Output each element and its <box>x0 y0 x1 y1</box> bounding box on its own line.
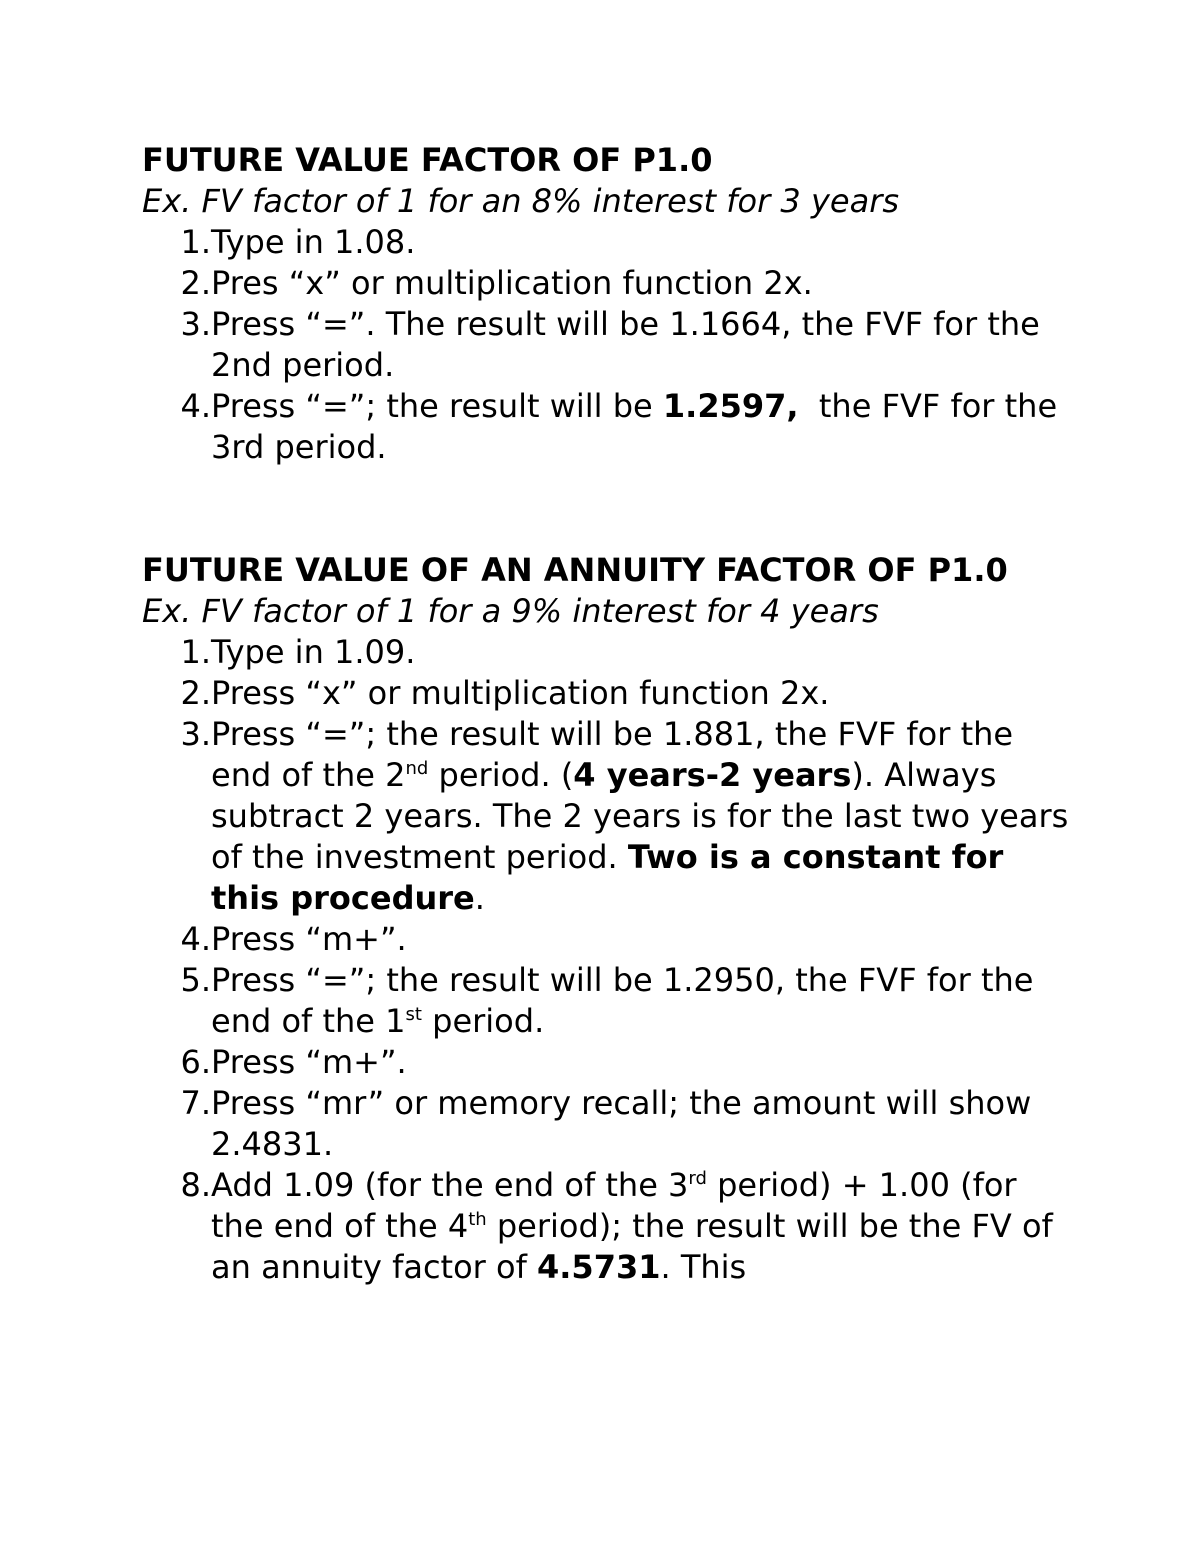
list-item <box>142 960 1072 1042</box>
step-text: Pres “x” or multiplication function 2x. <box>211 264 813 302</box>
list-item <box>142 632 1072 673</box>
fvf-result-value: 1.2597, <box>662 387 799 425</box>
step-text: Press “=”; the result will be 1.2597, the FVF for the 3rd period. <box>211 387 1068 466</box>
step-text: Add 1.09 (for the end of the 3rd period) + 1.00 (for the end of the 4th period); the result will be the FV of an annuity factor of 4.5731. This <box>211 1166 1053 1286</box>
step-number: 8. <box>180 1166 211 1204</box>
step-number: 6. <box>180 1043 211 1081</box>
list-item <box>142 304 1072 386</box>
step-text: Press “=”; the result will be 1.881, the FVF for the end of the 2nd period. (4 years-2 years). Always subtract 2 years. The 2 years is for the last two years of the investment period. Two is a constant for this procedure. <box>211 715 1069 917</box>
step-text: Press “m+”. <box>211 1043 407 1081</box>
step-number: 4. <box>180 387 211 425</box>
list-item <box>142 386 1072 468</box>
step-text: Type in 1.08. <box>211 223 416 261</box>
list-item <box>142 919 1072 960</box>
step-number: 3. <box>180 715 211 753</box>
section2-heading: FUTURE VALUE OF AN ANNUITY FACTOR OF P1.0 <box>142 551 1008 589</box>
step-text: Press “x” or multiplication function 2x. <box>211 674 830 712</box>
step-number: 1. <box>180 633 211 671</box>
section-spacer <box>142 468 1072 550</box>
list-item <box>142 1042 1072 1083</box>
subtraction-emphasis: 4 years-2 years <box>573 756 852 794</box>
step-number: 4. <box>180 920 211 958</box>
step-number: 2. <box>180 674 211 712</box>
step-text: Press “mr” or memory recall; the amount will show 2.4831. <box>211 1084 1032 1163</box>
list-item <box>142 263 1072 304</box>
list-item <box>142 714 1072 919</box>
list-item <box>142 673 1072 714</box>
constant-note: Two is a constant for this procedure <box>211 838 1004 917</box>
document-page <box>142 140 1072 1288</box>
list-item <box>142 1083 1072 1165</box>
list-item <box>142 1165 1072 1288</box>
section1-example: Ex. FV factor of 1 for an 8% interest for 3 years <box>142 182 900 220</box>
step-text: Type in 1.09. <box>211 633 416 671</box>
list-item <box>142 222 1072 263</box>
section2-example: Ex. FV factor of 1 for a 9% interest for 4 years <box>142 592 879 630</box>
step-number: 3. <box>180 305 211 343</box>
step-number: 1. <box>180 223 211 261</box>
annuity-factor-value: 4.5731 <box>537 1248 661 1286</box>
section1-heading: FUTURE VALUE FACTOR OF P1.0 <box>142 141 713 179</box>
step-number: 7. <box>180 1084 211 1122</box>
step-number: 2. <box>180 264 211 302</box>
section1-steps <box>142 222 1072 468</box>
step-text: Press “m+”. <box>211 920 407 958</box>
section2-steps <box>142 632 1072 1288</box>
step-number: 5. <box>180 961 211 999</box>
step-text: Press “=”; the result will be 1.2950, the FVF for the end of the 1st period. <box>211 961 1034 1040</box>
step-text: Press “=”. The result will be 1.1664, the FVF for the 2nd period. <box>211 305 1040 384</box>
